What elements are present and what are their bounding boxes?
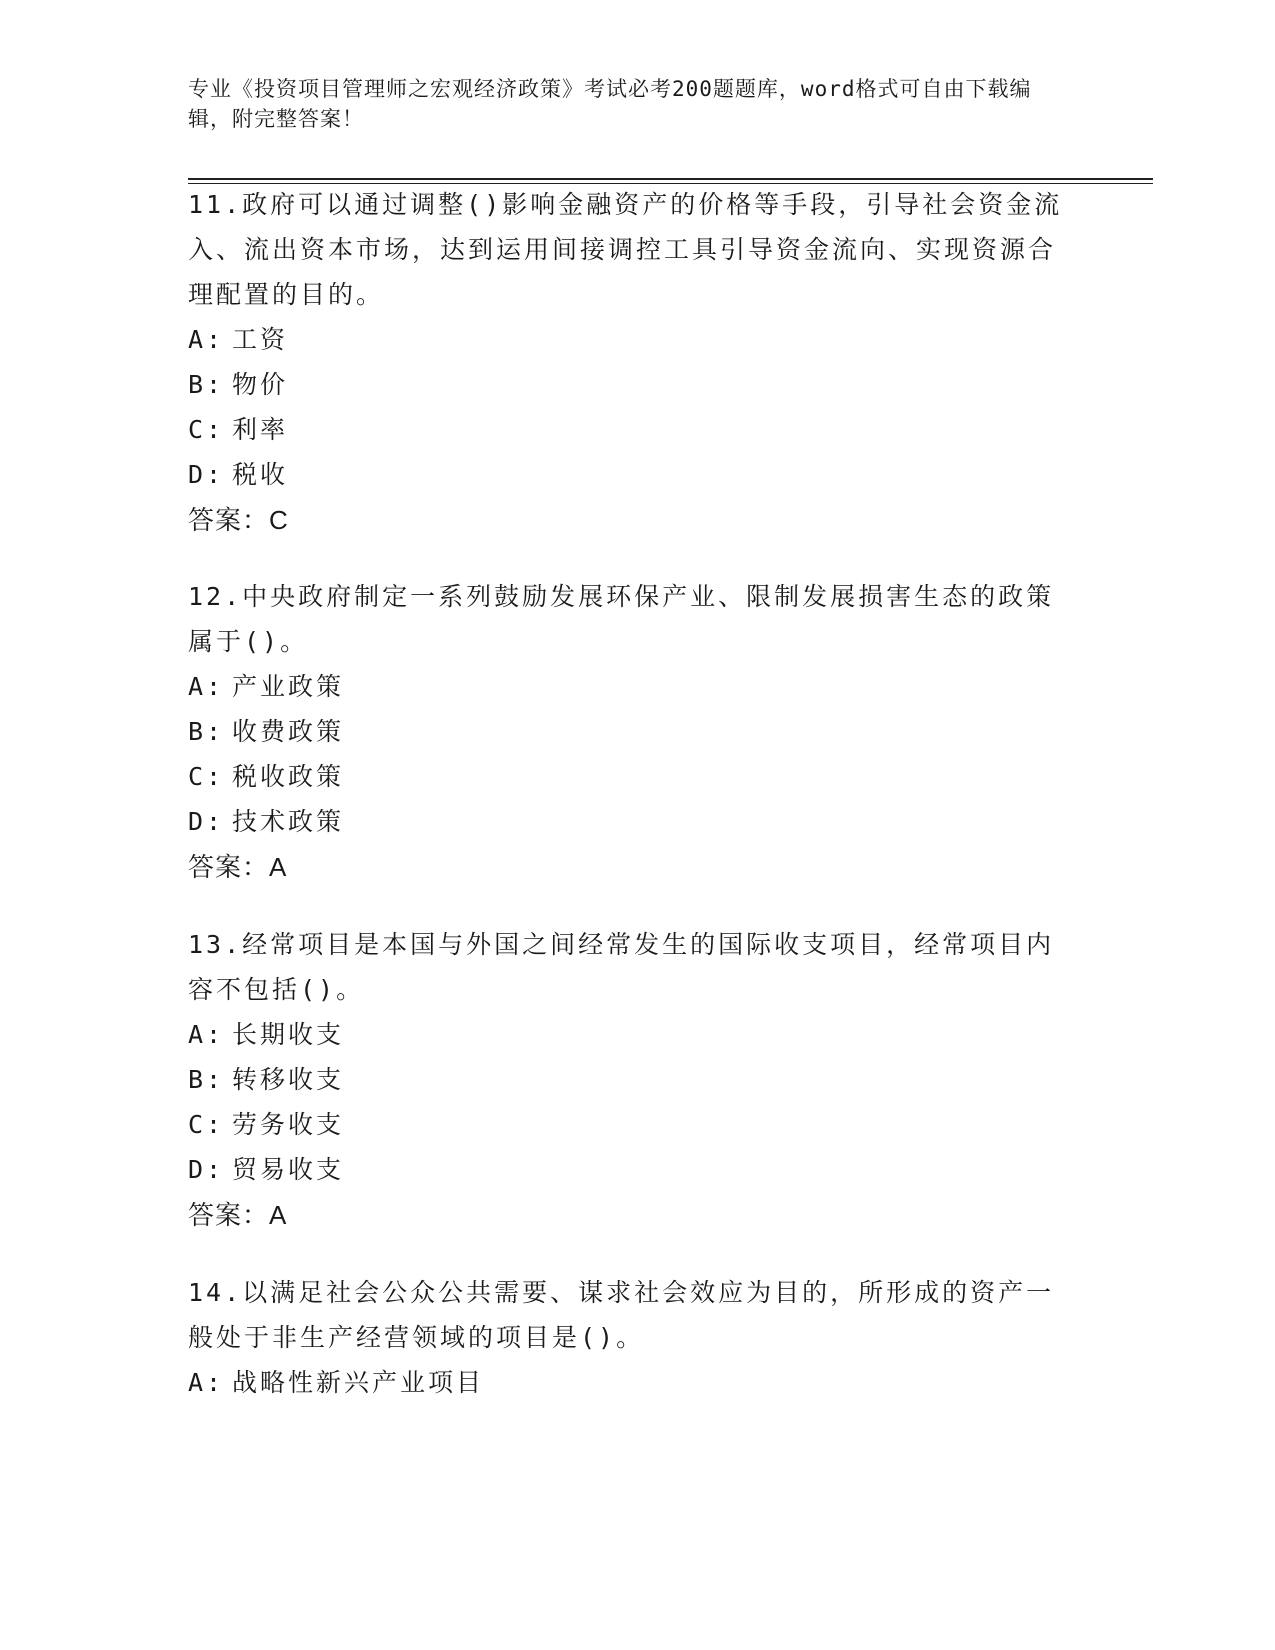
question-12 xyxy=(188,574,1068,890)
option-letter: A: xyxy=(188,672,225,701)
question-14 xyxy=(188,1270,1068,1405)
option-a xyxy=(188,317,1068,362)
question-text: 11.政府可以通过调整()影响金融资产的价格等手段，引导社会资金流入、流出资本市场，达到运用间接调控工具引导资金流向、实现资源合理配置的目的。 xyxy=(188,190,1063,309)
option-text: 利率 xyxy=(232,415,289,444)
option-a xyxy=(188,1360,1068,1405)
answer: 答案：A xyxy=(188,852,288,882)
option-letter: A: xyxy=(188,1020,225,1049)
option-text: 税收 xyxy=(232,460,289,489)
option-text: 产业政策 xyxy=(232,672,345,701)
option-text: 劳务收支 xyxy=(232,1110,345,1139)
option-text: 转移收支 xyxy=(232,1065,345,1094)
option-a xyxy=(188,664,1068,709)
option-letter: A: xyxy=(188,325,225,354)
option-letter: D: xyxy=(188,807,225,836)
question-text: 14.以满足社会公众公共需要、谋求社会效应为目的，所形成的资产一般处于非生产经营领域的项目是()。 xyxy=(188,1278,1055,1352)
option-text: 收费政策 xyxy=(232,717,345,746)
option-a xyxy=(188,1012,1068,1057)
option-b xyxy=(188,1057,1068,1102)
option-text: 贸易收支 xyxy=(232,1155,345,1184)
option-letter: B: xyxy=(188,717,225,746)
option-c xyxy=(188,754,1068,799)
option-letter: C: xyxy=(188,762,225,791)
question-13 xyxy=(188,922,1068,1238)
option-text: 税收政策 xyxy=(232,762,345,791)
option-b xyxy=(188,709,1068,754)
option-letter: B: xyxy=(188,1065,225,1094)
question-text: 12.中央政府制定一系列鼓励发展环保产业、限制发展损害生态的政策属于()。 xyxy=(188,582,1055,656)
option-letter: D: xyxy=(188,460,225,489)
option-d xyxy=(188,1147,1068,1192)
header-divider-thick xyxy=(188,178,1153,180)
document-header: 专业《投资项目管理师之宏观经济政策》考试必考200题题库，word格式可自由下载编辑，附完整答案！ xyxy=(188,77,1032,131)
option-letter: B: xyxy=(188,370,225,399)
option-d xyxy=(188,799,1068,844)
answer: 答案：A xyxy=(188,1200,288,1230)
option-text: 工资 xyxy=(232,325,289,354)
answer: 答案：C xyxy=(188,505,289,535)
option-b xyxy=(188,362,1068,407)
option-text: 战略性新兴产业项目 xyxy=(232,1368,485,1397)
option-text: 物价 xyxy=(232,370,289,399)
option-letter: C: xyxy=(188,415,225,444)
option-text: 技术政策 xyxy=(232,807,345,836)
option-letter: C: xyxy=(188,1110,225,1139)
option-c xyxy=(188,407,1068,452)
option-d xyxy=(188,452,1068,497)
option-text: 长期收支 xyxy=(232,1020,345,1049)
option-c xyxy=(188,1102,1068,1147)
option-letter: D: xyxy=(188,1155,225,1184)
question-11 xyxy=(188,182,1068,543)
question-text: 13.经常项目是本国与外国之间经常发生的国际收支项目，经常项目内容不包括()。 xyxy=(188,930,1055,1004)
option-letter: A: xyxy=(188,1368,225,1397)
